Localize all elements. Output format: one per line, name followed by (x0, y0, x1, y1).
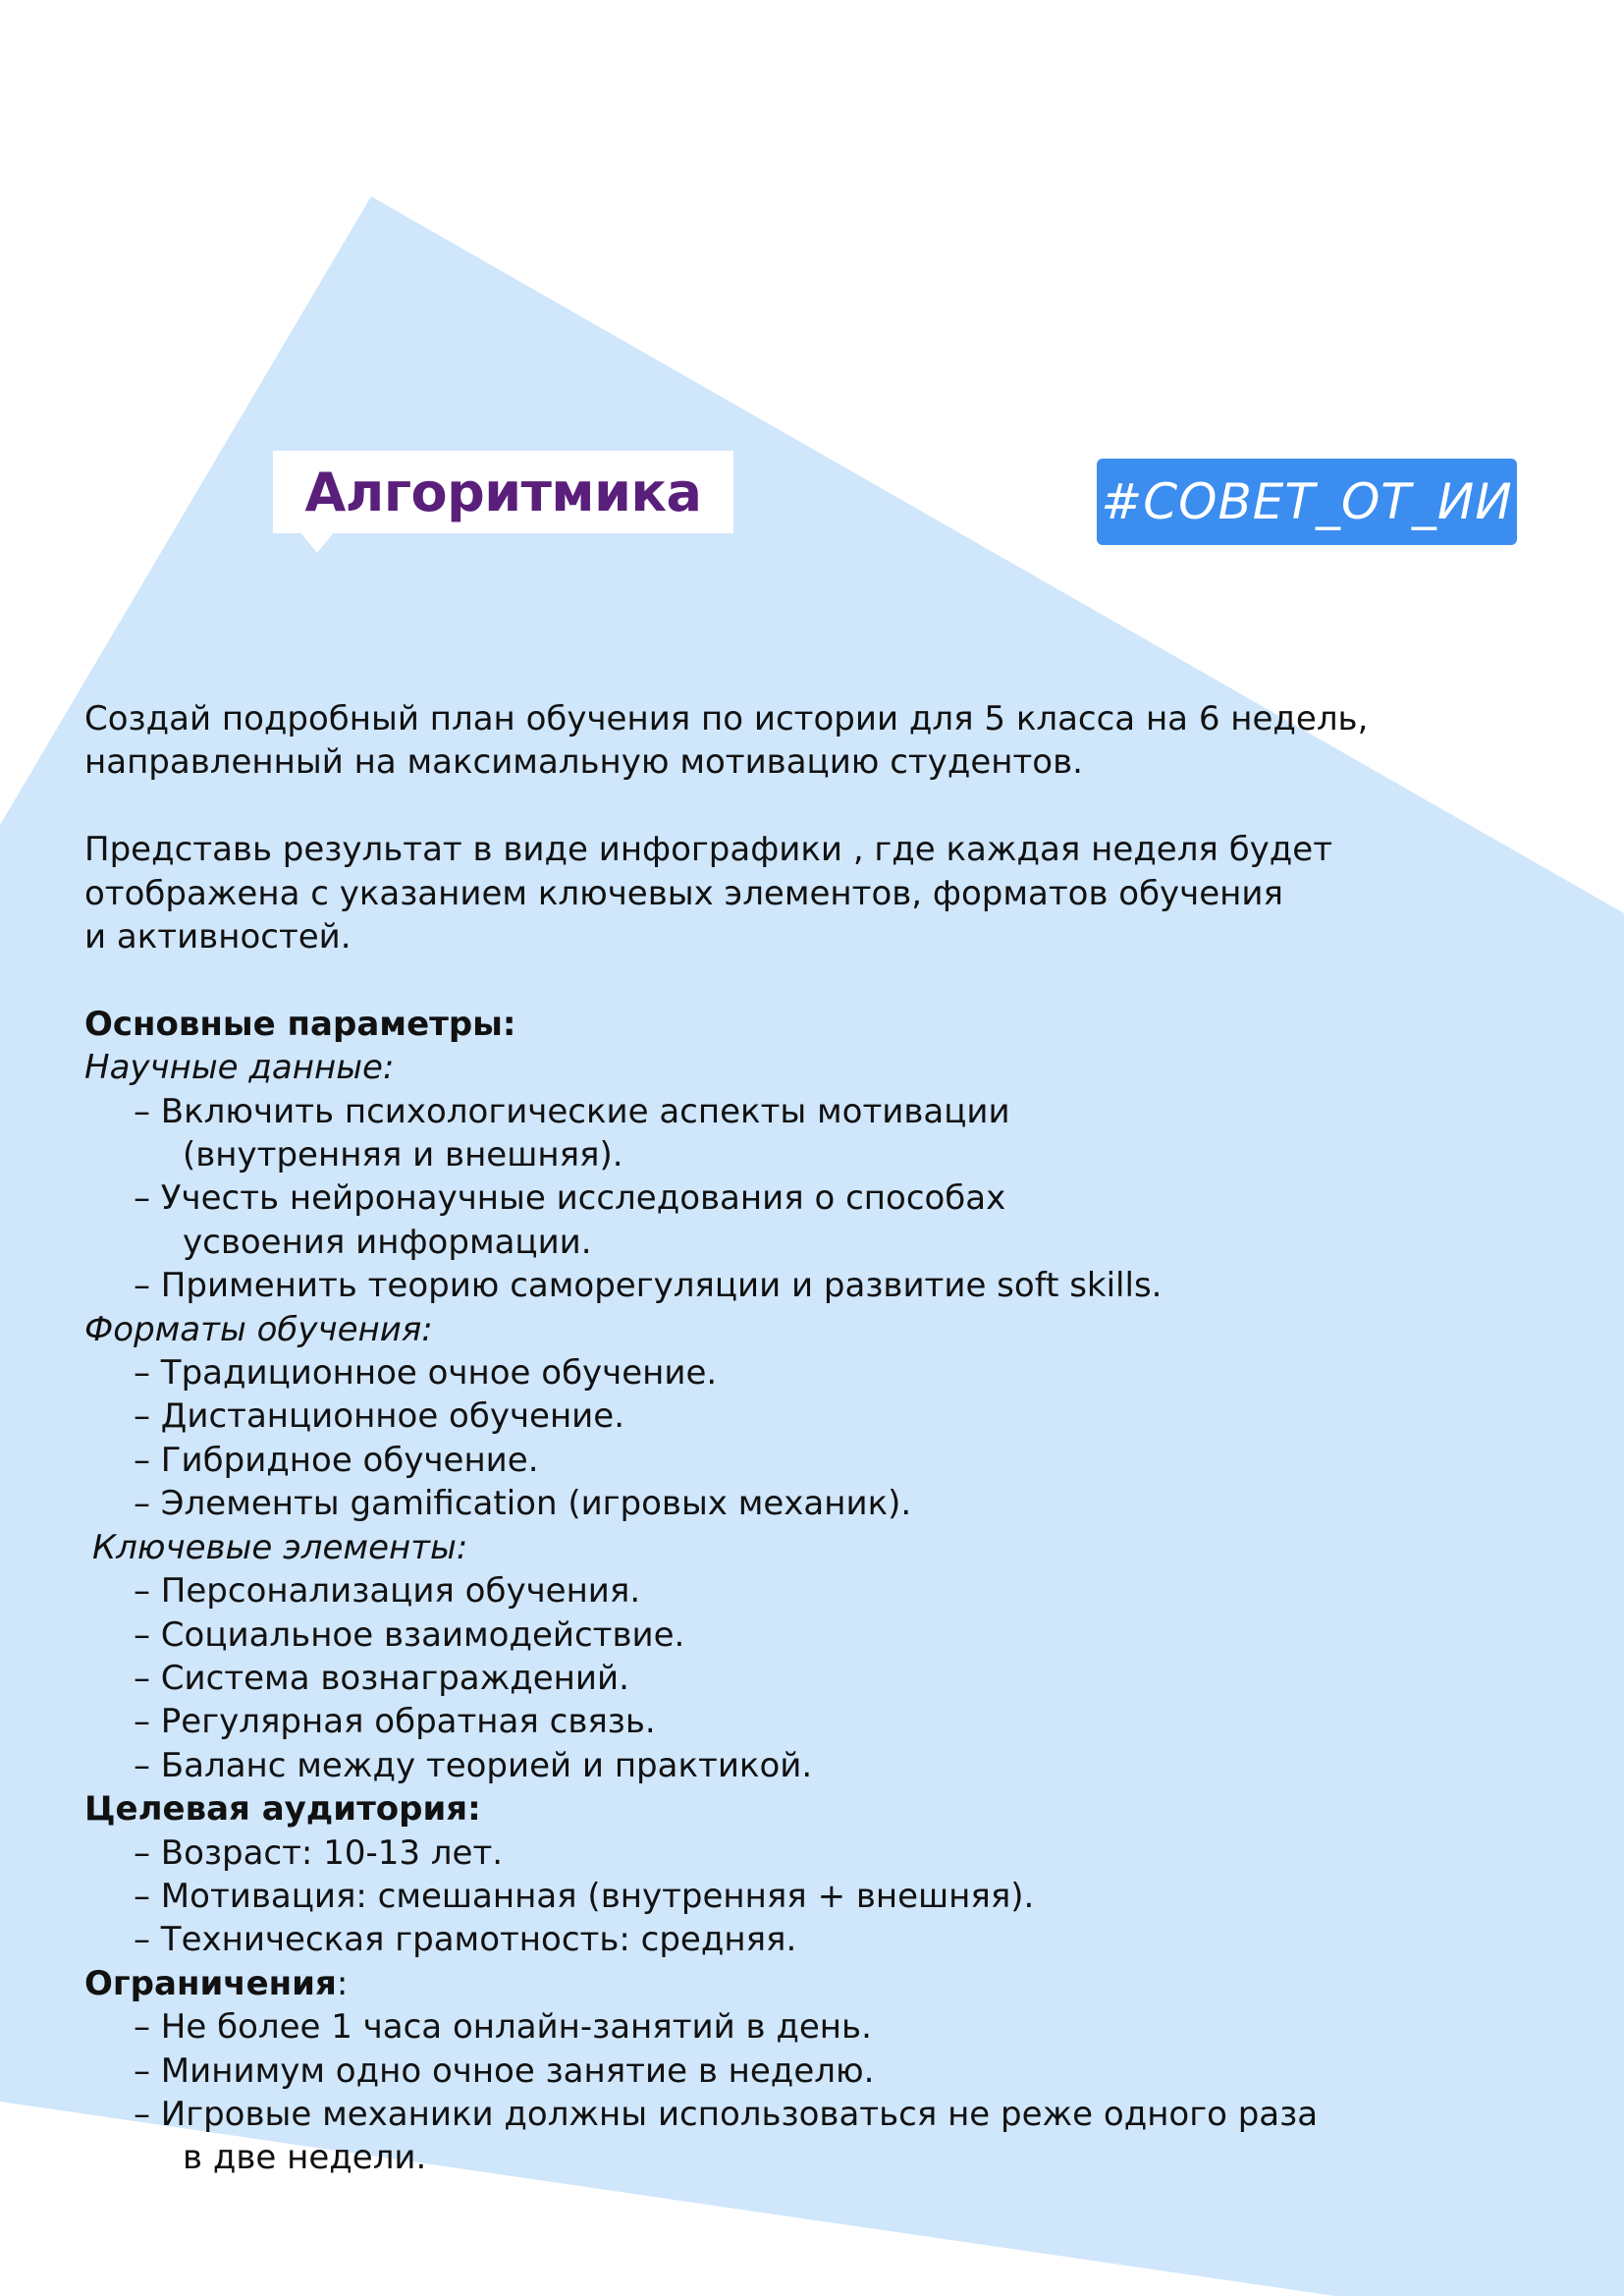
section-heading-limits-line (84, 1962, 1459, 2005)
request-line: Представь результат в виде инфографики , где каждая неделя будет (84, 830, 1333, 870)
list-item: – Баланс между теорией и практикой. (134, 1745, 813, 1785)
list-item: – Гибридное обучение. (134, 1440, 539, 1480)
request-line: и активностей. (84, 917, 352, 957)
list-item: – Игровые механики должны использоваться не реже одного раза (134, 2094, 1319, 2134)
list-item: – Применить теорию саморегуляции и развитие soft skills. (134, 1266, 1163, 1306)
list-item: – Мотивация: смешанная (внутренняя + внешняя). (134, 1876, 1035, 1916)
list-item: – Традиционное очное обучение. (134, 1353, 718, 1394)
list-item-continuation: (внутренняя и внешняя). (183, 1135, 623, 1175)
list-item: – Социальное взаимодействие. (134, 1614, 685, 1655)
list-item-continuation: усвоения информации. (183, 1222, 592, 1262)
subsection-science: Научные данные: (84, 1048, 395, 1088)
list-item: – Включить психологические аспекты мотивации (134, 1091, 1010, 1131)
list-item: – Система вознаграждений. (134, 1658, 629, 1698)
intro-line: направленный на максимальную мотивацию студентов. (84, 742, 1083, 783)
section-heading-main-params: Основные параметры: (84, 1004, 516, 1044)
list-item: – Не более 1 часа онлайн-занятий в день. (134, 2007, 872, 2048)
request-line: отображена с указанием ключевых элементов, форматов обучения (84, 873, 1283, 913)
ai-advice-badge (1097, 459, 1517, 545)
subsection-formats: Форматы обучения: (84, 1309, 433, 1349)
list-item: – Техническая грамотность: средняя. (134, 1920, 797, 1960)
list-item: – Возраст: 10-13 лет. (134, 1832, 504, 1873)
badge-text: #СОВЕТ_ОТ_ИИ (1101, 473, 1513, 530)
section-heading-limits: Ограничения (84, 1963, 337, 2003)
list-item: – Регулярная обратная связь. (134, 1702, 656, 1742)
intro-line: Создай подробный план обучения по истории для 5 класса на 6 недель, (84, 699, 1369, 738)
document-body (84, 697, 1459, 2180)
logo-text: Алгоритмика (304, 461, 702, 523)
section-heading-audience: Целевая аудитория: (84, 1789, 481, 1830)
list-item: – Персонализация обучения. (134, 1571, 641, 1612)
subsection-key-elements: Ключевые элементы: (92, 1527, 468, 1567)
list-item: – Минимум одно очное занятие в неделю. (134, 2050, 875, 2091)
algoritmika-logo (273, 451, 733, 533)
heading-colon: : (336, 1963, 349, 2003)
list-item: – Дистанционное обучение. (134, 1396, 625, 1437)
list-item-continuation: в две недели. (183, 2138, 427, 2178)
list-item: – Элементы gamification (игровых механик). (134, 1484, 912, 1524)
logo-speech-tail (299, 531, 335, 553)
list-item: – Учесть нейронаучные исследования о способах (134, 1178, 1006, 1219)
